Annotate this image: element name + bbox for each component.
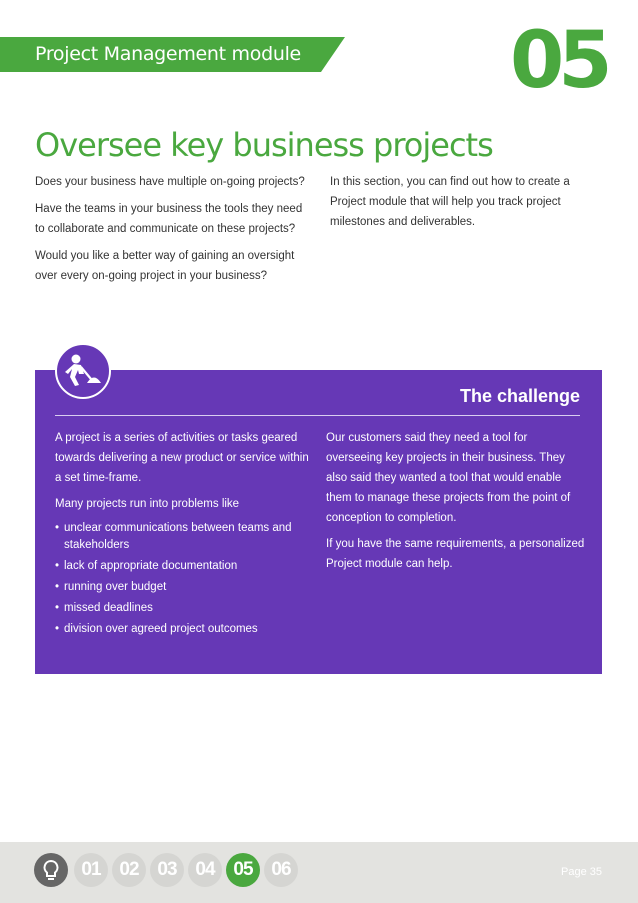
list-item: • division over agreed project outcomes <box>55 621 310 638</box>
problem-list <box>55 520 310 638</box>
nav-section-04[interactable]: 04 <box>188 853 222 887</box>
intro-paragraph: Does your business have multiple on-going projects? <box>35 176 305 188</box>
worker-digging-icon <box>55 343 111 399</box>
module-label: Project Management module <box>35 43 301 65</box>
list-item: • unclear communications between teams and stakeholders <box>55 520 310 554</box>
divider <box>55 415 580 416</box>
nav-section-02[interactable]: 02 <box>112 853 146 887</box>
section-number: 05 <box>510 16 607 106</box>
challenge-right-column <box>326 428 586 580</box>
list-item: • missed deadlines <box>55 600 310 617</box>
challenge-paragraph: Our customers said they need a tool for overseeing key projects in their business. They also said they wanted a tool that would enable them to manage these projects from the point of conception to completion. <box>326 432 571 524</box>
intro-paragraph: Would you like a better way of gaining an oversight over every on-going project in your business? <box>35 250 295 282</box>
nav-section-05[interactable]: 05 <box>226 853 260 887</box>
nav-section-06[interactable]: 06 <box>264 853 298 887</box>
intro-right-column <box>330 172 595 239</box>
challenge-paragraph: If you have the same requirements, a personalized Project module can help. <box>326 538 585 570</box>
nav-section-01[interactable]: 01 <box>74 853 108 887</box>
challenge-heading: The challenge <box>459 386 580 406</box>
intro-left-column <box>35 172 310 293</box>
intro-paragraph: In this section, you can find out how to create a Project module that will help you track project milestones and deliverables. <box>330 176 570 228</box>
section-nav <box>74 853 302 887</box>
list-item: • lack of appropriate documentation <box>55 558 310 575</box>
challenge-paragraph: Many projects run into problems like <box>55 498 240 510</box>
intro-paragraph: Have the teams in your business the tools they need to collaborate and communicate on these projects? <box>35 203 303 235</box>
lightbulb-icon[interactable] <box>34 853 68 887</box>
list-item: • running over budget <box>55 579 310 596</box>
nav-section-03[interactable]: 03 <box>150 853 184 887</box>
page-title: Oversee key business projects <box>35 126 493 164</box>
challenge-paragraph: A project is a series of activities or tasks geared towards delivering a new product or service within a set time-frame. <box>55 432 309 484</box>
page-number: Page 35 <box>561 866 602 878</box>
challenge-left-column <box>55 428 310 642</box>
